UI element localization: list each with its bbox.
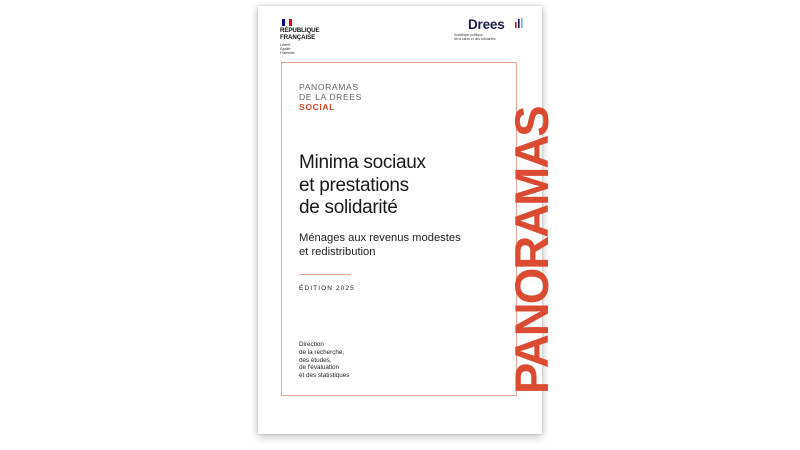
drees-tagline: Statistique publique de la santé et des solidarités — [454, 33, 496, 41]
republique-francaise-logo-text: RÉPUBLIQUE FRANÇAISE — [280, 27, 320, 41]
document-title: Minima sociaux et prestations de solidarité — [299, 152, 426, 218]
series-label — [299, 82, 362, 112]
edition-label: ÉDITION 2025 — [299, 285, 355, 292]
document-subtitle: Ménages aux revenus modestes et redistribution — [299, 232, 461, 258]
series-line-1: PANORAMAS — [299, 82, 359, 92]
french-flag-icon — [282, 19, 292, 26]
drees-bars-icon — [515, 18, 523, 28]
publisher-text: Direction de la recherche, des études, de l'évaluation et des statistiques — [299, 341, 350, 380]
series-line-2: DE LA DREES — [299, 92, 362, 102]
republique-motto: Liberté Égalité Fraternité — [280, 43, 295, 56]
separator-line — [299, 274, 351, 275]
report-cover — [258, 6, 542, 434]
drees-logo: Drees — [468, 17, 505, 32]
vertical-banner-text: PANORAMAS — [505, 107, 558, 394]
series-line-social: SOCIAL — [299, 102, 336, 112]
